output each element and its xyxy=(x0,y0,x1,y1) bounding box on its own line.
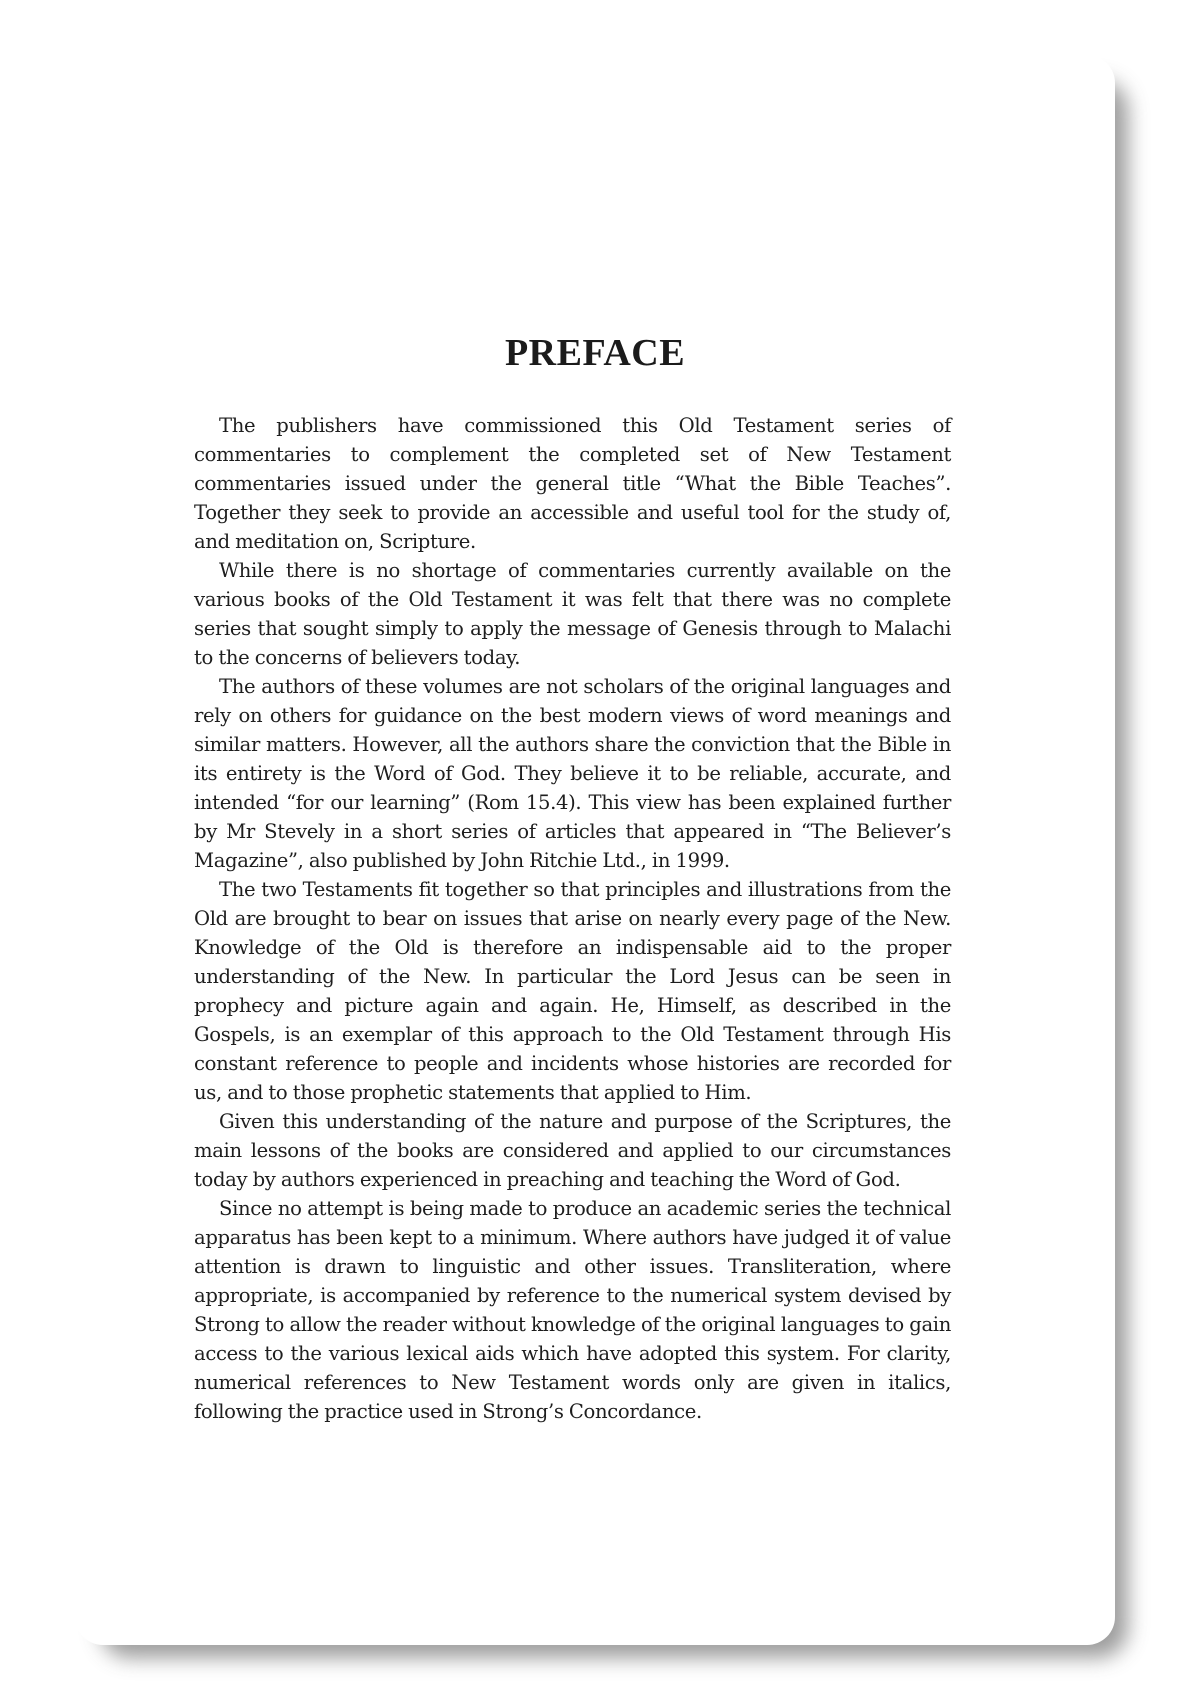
paragraph-2: While there is no shortage of commentaries currently available on the various books of the Old Testament it was felt that there was no complete series that sought simply to apply the message of Genesis through to Malachi to the concerns of believers today. xyxy=(194,559,951,669)
paragraph-4: The two Testaments fit together so that principles and illustrations from the Old are brought to bear on issues that arise on nearly every page of the New. Knowledge of the Old is therefore an indispensable aid to the proper understanding of the New. In particular the Lord Jesus can be seen in prophecy and picture again and again. He, Himself, as described in the Gospels, is an exemplar of this approach to the Old Testament through His constant reference to people and incidents whose histories are recorded for us, and to those prophetic statements that applied to Him. xyxy=(194,878,951,1104)
paragraph-6: Since no attempt is being made to produce an academic series the technical apparatus has been kept to a minimum. Where authors have judged it of value attention is drawn to linguistic and other issues. Transliteration, where appropriate, is accompanied by reference to the numerical system devised by Strong to allow the reader without knowledge of the original languages to gain access to the various lexical aids which have adopted this system. For clarity, numerical references to New Testament words only are given in italics, following the practice used in Strong’s Concordance. xyxy=(194,1197,951,1423)
document-page xyxy=(75,55,1115,1645)
body-text xyxy=(194,411,951,1426)
page-title: PREFACE xyxy=(504,332,686,374)
paragraph-3: The authors of these volumes are not scholars of the original languages and rely on others for guidance on the best modern views of word meanings and similar matters. However, all the authors share the conviction that the Bible in its entirety is the Word of God. They believe it to be reliable, accurate, and intended “for our learning” (Rom 15.4). This view has been explained further by Mr Stevely in a short series of articles that appeared in “The Believer’s Magazine”, also published by John Ritchie Ltd., in 1999. xyxy=(194,675,951,872)
paragraph-1: The publishers have commissioned this Old Testament series of commentaries to complement the completed set of New Testament commentaries issued under the general title “What the Bible Teaches”. Together they seek to provide an accessible and useful tool for the study of, and meditation on, Scripture. xyxy=(194,414,951,553)
paragraph-5: Given this understanding of the nature and purpose of the Scriptures, the main lessons of the books are considered and applied to our circumstances today by authors experienced in preaching and teaching the Word of God. xyxy=(194,1110,951,1191)
